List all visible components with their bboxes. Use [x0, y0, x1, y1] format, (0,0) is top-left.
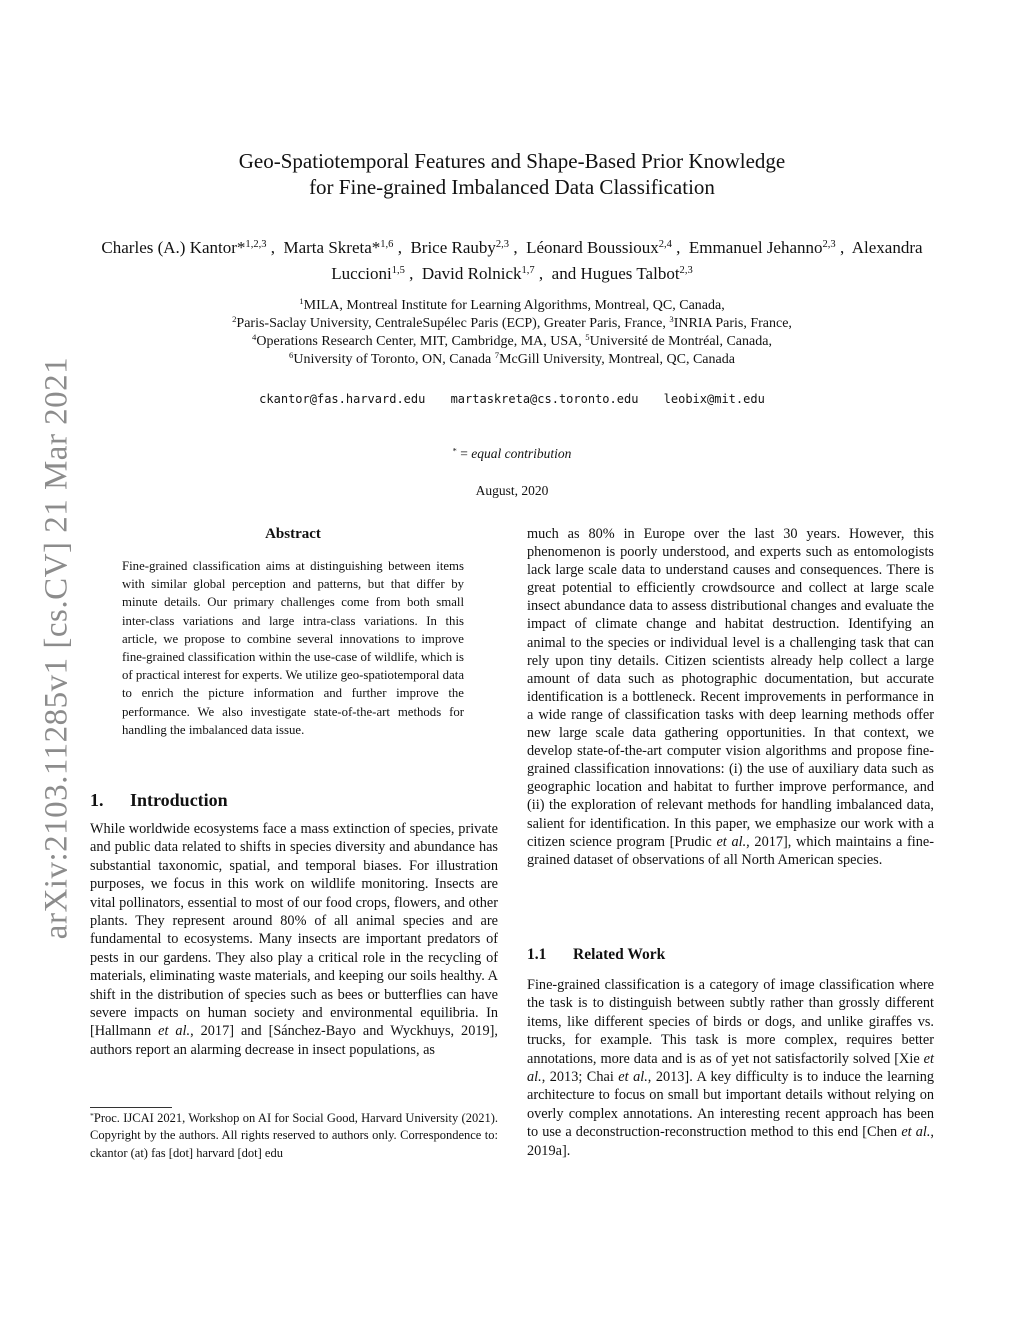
introduction-continuation	[527, 525, 934, 869]
related-work-paragraph	[527, 976, 934, 1160]
affiliation-list: $^1$MILA, Montreal Institute for Learning Algorithms, Montreal, QC, Canada, $^2$Paris-Saclay University, CentraleSupélec Paris (ECP), Greater Paris, France, $^3$INRIA Paris, France, $^4$Operations Research Center, MIT, Cambridge, MA, USA, $^5$Université de Montréal, Canada, $^6$University of Toronto, ON, Canada $^7$McGill University, Montreal, QC, Canada	[232, 296, 792, 367]
author-affiliation-marks: 2,3	[679, 265, 693, 277]
paragraph-text: , 2017] and [Sánchez-Bayo and Wyckhuys, 2019], authors report an alarming decrease in insect populations, as	[90, 1023, 498, 1058]
arxiv-identifier-stamp: arXiv:2103.11285v1 [cs.CV] 21 Mar 2021	[38, 356, 75, 940]
footnote-text: Proc. IJCAI 2021, Workshop on AI for Social Good, Harvard University (2021). Copyright by the authors. All rights reserved to authors only. Correspondence to: ckantor (at) fas [dot] harvard [dot] edu	[90, 1111, 498, 1160]
author-name: Emmanuel Jehanno	[688, 238, 823, 257]
section-heading-introduction	[90, 790, 228, 811]
section-number: 1.	[90, 790, 104, 810]
author-email: ckantor@fas.harvard.edu	[259, 392, 426, 406]
paragraph-text: While worldwide ecosystems face a mass extinction of species, private and public data related to shifts in species diversity and abundance has substantial taxonomic, spatial, and temporal biases. For illustration purposes, we focus in this work on wildlife monitoring. Insects are vital pollinators, essential to most of our food crops, flowers, and other plants. They represent around 80% of all animal species and are fundamental to ecosystems. Many insects are important predators of pests in our gardens. They also play a critical role in the recycling of materials, eliminating waste materials, and keeping our soils healthy. A shift in the distribution of species such as bees or butterflies can have severe impacts on human society and environmental equilibria. In [Hallmann	[90, 821, 498, 1040]
equal-contribution-mark: *	[452, 446, 457, 456]
title-line-1: Geo-Spatiotemporal Features and Shape-Based Prior Knowledge	[238, 149, 786, 173]
affiliation-2: Paris-Saclay University, CentraleSupélec Paris (ECP), Greater Paris, France,	[236, 316, 666, 331]
email-list	[100, 391, 924, 407]
author-name: David Rolnick	[421, 264, 522, 283]
paragraph-text: , 2019a].	[527, 1124, 934, 1159]
paper-title	[150, 148, 874, 200]
affiliation-7: McGill University, Montreal, QC, Canada	[499, 352, 735, 367]
author-list: Charles (A.) Kantor*$^{1,2,3}$ , Marta Skreta*$^{1,6}$ , Brice Rauby$^{2,3}$ , Léonard Boussioux$^{2,4}$ , Emmanuel Jehanno$^{2,3}$ , Alexandra Luccioni$^{1,5}$ , David Rolnick$^{1,7}$ , and Hugues Talbot$^{2,3}$	[101, 238, 923, 283]
paragraph-text: much as 80% in Europe over the last 30 years. However, this phenomenon is poorly understood, and experts such as entomologists lack large scale data to understand causes and consequences. There is great potential to efficiently crowdsource and collect at large scale insect abundance data to assess distributional changes and evaluate the impact of climate change and habitat destruction. Identifying an animal to the species or individual level is a challenging task that can rely upon tiny details. Citizen scientists already help collect a large amount of data such as photographic documentation, but accurate identification is a bottleneck. Recent improvements in performance in a wide range of classification tasks with deep learning methods offer new large scale data gathering opportunities. In that context, we develop state-of-the-art computer vision algorithms and propose fine-grained classification innovations: (i) the use of auxiliary data such as geographic location and habitat to further improve performance, and (ii) the exploration of relevant methods for handling imbalanced data, salient for identification. In this paper, we emphasize our work with a citizen science program [Prudic	[527, 526, 934, 850]
author-name: and Hugues Talbot	[551, 264, 680, 283]
author-email: martaskreta@cs.toronto.edu	[450, 392, 639, 406]
paragraph-text: , 2013; Chai	[541, 1069, 619, 1086]
affiliation-5: Université de Montréal, Canada,	[589, 334, 772, 349]
paragraph-text: , 2013]. A key difficulty is to induce the learning architecture to focus on small but important details without relying on overly complex annotations. An interesting recent approach has been to use a deconstruction-reconstruction method to this end [Chen	[527, 1069, 934, 1141]
author-affiliation-marks: 1,6	[380, 239, 394, 251]
equal-contribution-text: equal contribution	[471, 446, 572, 461]
author-affiliation-marks: 1,5	[391, 265, 405, 277]
abstract-body: Fine-grained classification aims at distinguishing between items with similar global perception and patterns, but that differ by minute details. Our primary challenges come from both small inter-class variations and large intra-class variations. In this article, we propose to combine several innovations to improve fine-grained classification within the use-case of wildlife, which is of practical interest for experts. We utilize geo-spatiotemporal data to enrich the picture information and further improve the performance. We also investigate state-of-the-art methods for handling the imbalanced data issue.	[122, 559, 464, 737]
author-name: Alexandra Luccioni	[331, 238, 923, 283]
footnote	[90, 1110, 498, 1162]
author-affiliation-marks: 2,3	[495, 239, 510, 251]
paper-date: August, 2020	[475, 483, 549, 498]
paragraph-text: , 2017], which maintains a fine-grained dataset of observations of all North American species.	[527, 833, 934, 868]
introduction-paragraph	[90, 820, 498, 1059]
footnote-divider	[90, 1107, 172, 1108]
citation-etal: et al.	[901, 1124, 931, 1141]
abstract-heading: Abstract	[265, 526, 321, 542]
citation-etal: et al.	[527, 1050, 934, 1086]
citation-etal: et al.	[158, 1023, 191, 1040]
section-title: Related Work	[573, 946, 666, 963]
author-name: Marta Skreta*	[283, 238, 381, 257]
author-name: Charles (A.) Kantor*	[101, 238, 246, 257]
citation-etal: et al.	[716, 833, 747, 850]
footnote-mark: *	[90, 1110, 94, 1120]
equal-contribution-note	[100, 446, 924, 462]
author-name: Léonard Boussioux	[526, 238, 659, 257]
paragraph-text: Fine-grained classification is a category of image classification where the task is to distinguish between subtly rather than grossly different items, like different species of birds or dogs, and unlike giraffes vs. trucks, for example. This task is more complex, requires better annotations, more data and is as of yet not satisfactorily solved [Xie	[527, 977, 934, 1067]
author-email: leobix@mit.edu	[663, 392, 765, 406]
affiliation-1: MILA, Montreal Institute for Learning Algorithms, Montreal, QC, Canada,	[303, 298, 725, 313]
section-heading-related-work	[527, 946, 665, 964]
affiliation-4: Operations Research Center, MIT, Cambridge, MA, USA,	[256, 334, 582, 349]
author-affiliation-marks: 1,7	[521, 265, 535, 277]
affiliation-6: University of Toronto, ON, Canada	[293, 352, 492, 367]
equal-contribution-equals: =	[456, 446, 472, 461]
citation-etal: et al.	[618, 1069, 648, 1086]
section-number: 1.1	[527, 946, 547, 963]
author-name: Brice Rauby	[410, 238, 496, 257]
author-affiliation-marks: 2,3	[822, 239, 836, 251]
section-title: Introduction	[130, 790, 228, 810]
title-line-2: for Fine-grained Imbalanced Data Classification	[309, 175, 715, 199]
author-affiliation-marks: 1,2,3	[245, 239, 267, 251]
affiliation-3: INRIA Paris, France,	[673, 316, 792, 331]
author-affiliation-marks: 2,4	[658, 239, 672, 251]
